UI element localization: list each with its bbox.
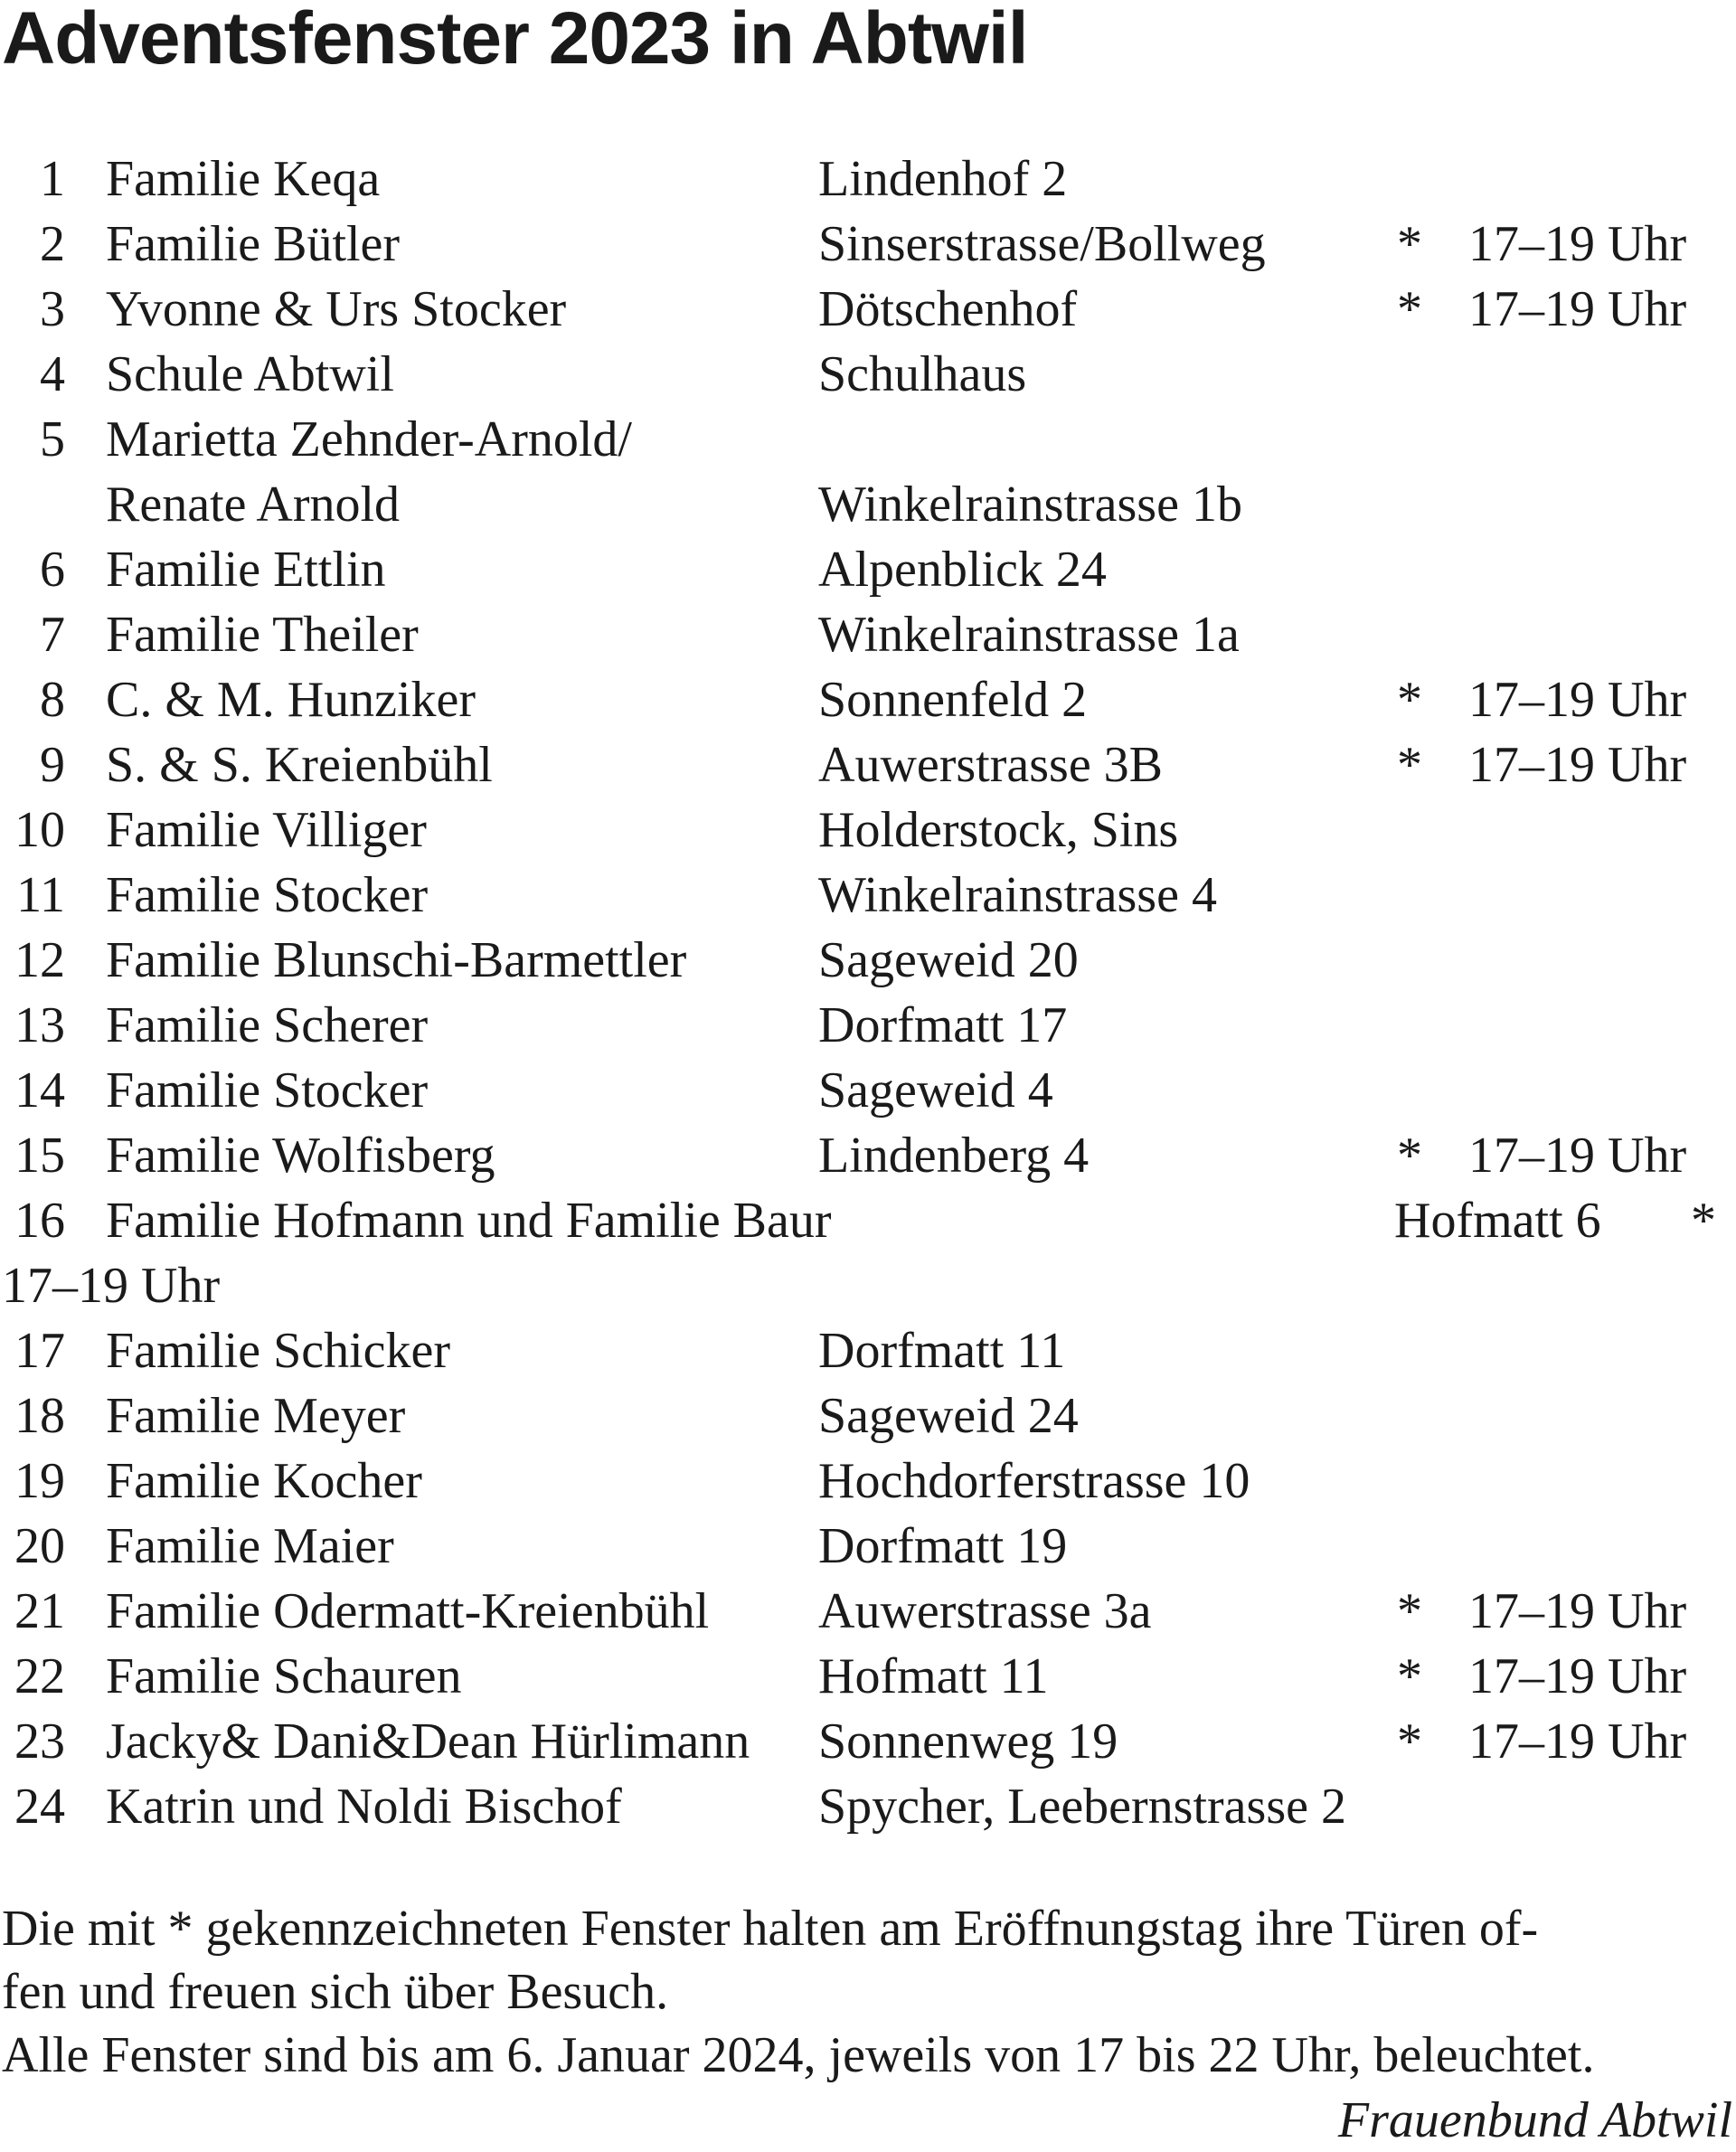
host-name: Familie Theiler	[106, 607, 419, 663]
host-name: Katrin und Noldi Bischof	[106, 1779, 622, 1835]
list-item	[0, 1188, 1736, 1318]
day-number: 20	[14, 1518, 65, 1574]
day-number: 4	[40, 346, 65, 402]
list-item	[0, 407, 1736, 537]
day-number: 8	[40, 672, 65, 728]
list-item	[0, 667, 1736, 732]
host-name: Familie Villiger	[106, 802, 427, 858]
address: Hofmatt 6	[1394, 1193, 1601, 1249]
host-name: Familie Schauren	[106, 1648, 462, 1704]
address: Winkelrainstrasse 4	[818, 867, 1217, 923]
footer-note	[2, 1897, 1734, 2087]
address: Sinserstrasse/Bollweg	[818, 216, 1266, 272]
day-number: 2	[40, 216, 65, 272]
address: Auwerstrasse 3a	[818, 1583, 1152, 1639]
list-item	[0, 928, 1736, 993]
list-item	[0, 146, 1736, 212]
list-item	[0, 1123, 1736, 1188]
list-item	[0, 537, 1736, 602]
list-item	[0, 1644, 1736, 1709]
day-number: 9	[40, 737, 65, 793]
day-number: 12	[14, 932, 65, 988]
footer-line: Alle Fenster sind bis am 6. Januar 2024, jeweils von 17 bis 22 Uhr, beleuchtet.	[2, 2027, 1595, 2083]
list-item	[0, 732, 1736, 798]
opening-time: 17–19 Uhr	[1468, 737, 1687, 793]
day-number: 3	[40, 281, 65, 337]
footer-line: Die mit * gekennzeichneten Fenster halten am Eröffnungstag ihre Türen of-	[2, 1901, 1539, 1957]
list-item	[0, 993, 1736, 1058]
opening-time: 17–19 Uhr	[1468, 1128, 1687, 1184]
host-name: Familie Scherer	[106, 997, 429, 1053]
opening-time: 17–19 Uhr	[1468, 1648, 1687, 1704]
address: Sageweid 20	[818, 932, 1079, 988]
list-item	[0, 342, 1736, 407]
day-number: 18	[14, 1388, 65, 1444]
day-number: 5	[40, 411, 65, 467]
host-name: Familie Odermatt-Kreienbühl	[106, 1583, 710, 1639]
host-name: Familie Schicker	[106, 1323, 451, 1379]
list-item	[0, 1383, 1736, 1449]
open-door-marker: *	[1397, 1128, 1422, 1184]
address: Dötschenhof	[818, 281, 1078, 337]
open-door-marker: *	[1397, 1583, 1422, 1639]
day-number: 1	[40, 151, 65, 207]
address: Spycher, Leebernstrasse 2	[818, 1779, 1346, 1835]
opening-time: 17–19 Uhr	[1468, 216, 1687, 272]
address: Dorfmatt 11	[818, 1323, 1066, 1379]
open-door-marker: *	[1397, 1648, 1422, 1704]
day-number: 10	[14, 802, 65, 858]
host-name: Familie Keqa	[106, 151, 381, 207]
signature: Frauenbund Abtwil	[1337, 2092, 1732, 2148]
address: Holderstock, Sins	[818, 802, 1179, 858]
address: Hochdorferstrasse 10	[818, 1453, 1250, 1509]
list-item	[0, 277, 1736, 342]
open-door-marker: *	[1397, 672, 1422, 728]
address: Winkelrainstrasse 1a	[818, 607, 1240, 663]
day-number: 7	[40, 607, 65, 663]
day-number: 19	[14, 1453, 65, 1509]
list-item	[0, 1449, 1736, 1514]
address: Dorfmatt 17	[818, 997, 1068, 1053]
address: Dorfmatt 19	[818, 1518, 1068, 1574]
list-item	[0, 1579, 1736, 1644]
day-number: 6	[40, 542, 65, 598]
list-item	[0, 212, 1736, 277]
day-number: 23	[14, 1713, 65, 1770]
day-number: 11	[16, 867, 65, 923]
host-name: Familie Kocher	[106, 1453, 422, 1509]
host-name: Familie Maier	[106, 1518, 394, 1574]
day-number: 15	[14, 1128, 65, 1184]
address: Auwerstrasse 3B	[818, 737, 1164, 793]
host-name: Marietta Zehnder-Arnold/	[106, 411, 632, 467]
opening-time: 17–19 Uhr	[1468, 281, 1687, 337]
list-item	[0, 1318, 1736, 1383]
footer-line: fen und freuen sich über Besuch.	[2, 1964, 669, 2020]
address: Lindenberg 4	[818, 1128, 1090, 1184]
address: Sonnenfeld 2	[818, 672, 1088, 728]
address: Sonnenweg 19	[818, 1713, 1118, 1770]
open-door-marker: *	[1397, 281, 1422, 337]
host-name: Familie Stocker	[106, 867, 429, 923]
host-name: Yvonne & Urs Stocker	[106, 281, 567, 337]
advent-window-list	[0, 146, 1736, 1839]
list-item	[0, 863, 1736, 928]
host-name: Familie Blunschi-Barmettler	[106, 932, 687, 988]
day-number: 21	[14, 1583, 65, 1639]
host-name: Familie Stocker	[106, 1062, 429, 1118]
open-door-marker: *	[1397, 216, 1422, 272]
opening-time: 17–19 Uhr	[1468, 672, 1687, 728]
page-title: Adventsfenster 2023 in Abtwil	[2, 0, 1028, 80]
address: Sageweid 24	[818, 1388, 1079, 1444]
address: Sageweid 4	[818, 1062, 1053, 1118]
list-item	[0, 1058, 1736, 1123]
address: Schulhaus	[818, 346, 1027, 402]
open-door-marker: *	[1397, 737, 1422, 793]
day-number: 13	[14, 997, 65, 1053]
host-name: Schule Abtwil	[106, 346, 394, 402]
address: Alpenblick 24	[818, 542, 1107, 598]
host-name: Familie Ettlin	[106, 542, 386, 598]
host-name: S. & S. Kreienbühl	[106, 737, 493, 793]
host-name: Jacky& Dani&Dean Hürlimann	[106, 1713, 750, 1770]
host-name-continued: Renate Arnold	[106, 477, 401, 533]
list-item	[0, 1774, 1736, 1839]
open-door-marker: *	[1397, 1713, 1422, 1770]
host-name: Familie Hofmann und Familie Baur	[106, 1193, 832, 1249]
host-name: Familie Wolfisberg	[106, 1128, 495, 1184]
host-name: C. & M. Hunziker	[106, 672, 476, 728]
address: Winkelrainstrasse 1b	[818, 477, 1242, 533]
day-number: 17	[14, 1323, 65, 1379]
host-name: Familie Bütler	[106, 216, 401, 272]
list-item	[0, 1514, 1736, 1579]
opening-time: 17–19 Uhr	[1468, 1583, 1687, 1639]
day-number: 24	[14, 1779, 65, 1835]
day-number: 14	[14, 1062, 65, 1118]
day-number: 16	[14, 1193, 65, 1249]
list-item	[0, 1709, 1736, 1774]
opening-time: 17–19 Uhr	[1468, 1713, 1687, 1770]
host-name: Familie Meyer	[106, 1388, 406, 1444]
day-number: 22	[14, 1648, 65, 1704]
open-door-marker: *	[1691, 1193, 1716, 1249]
address: Lindenhof 2	[818, 151, 1068, 207]
list-item	[0, 602, 1736, 667]
opening-time: 17–19 Uhr	[2, 1258, 221, 1314]
address: Hofmatt 11	[818, 1648, 1049, 1704]
list-item	[0, 798, 1736, 863]
